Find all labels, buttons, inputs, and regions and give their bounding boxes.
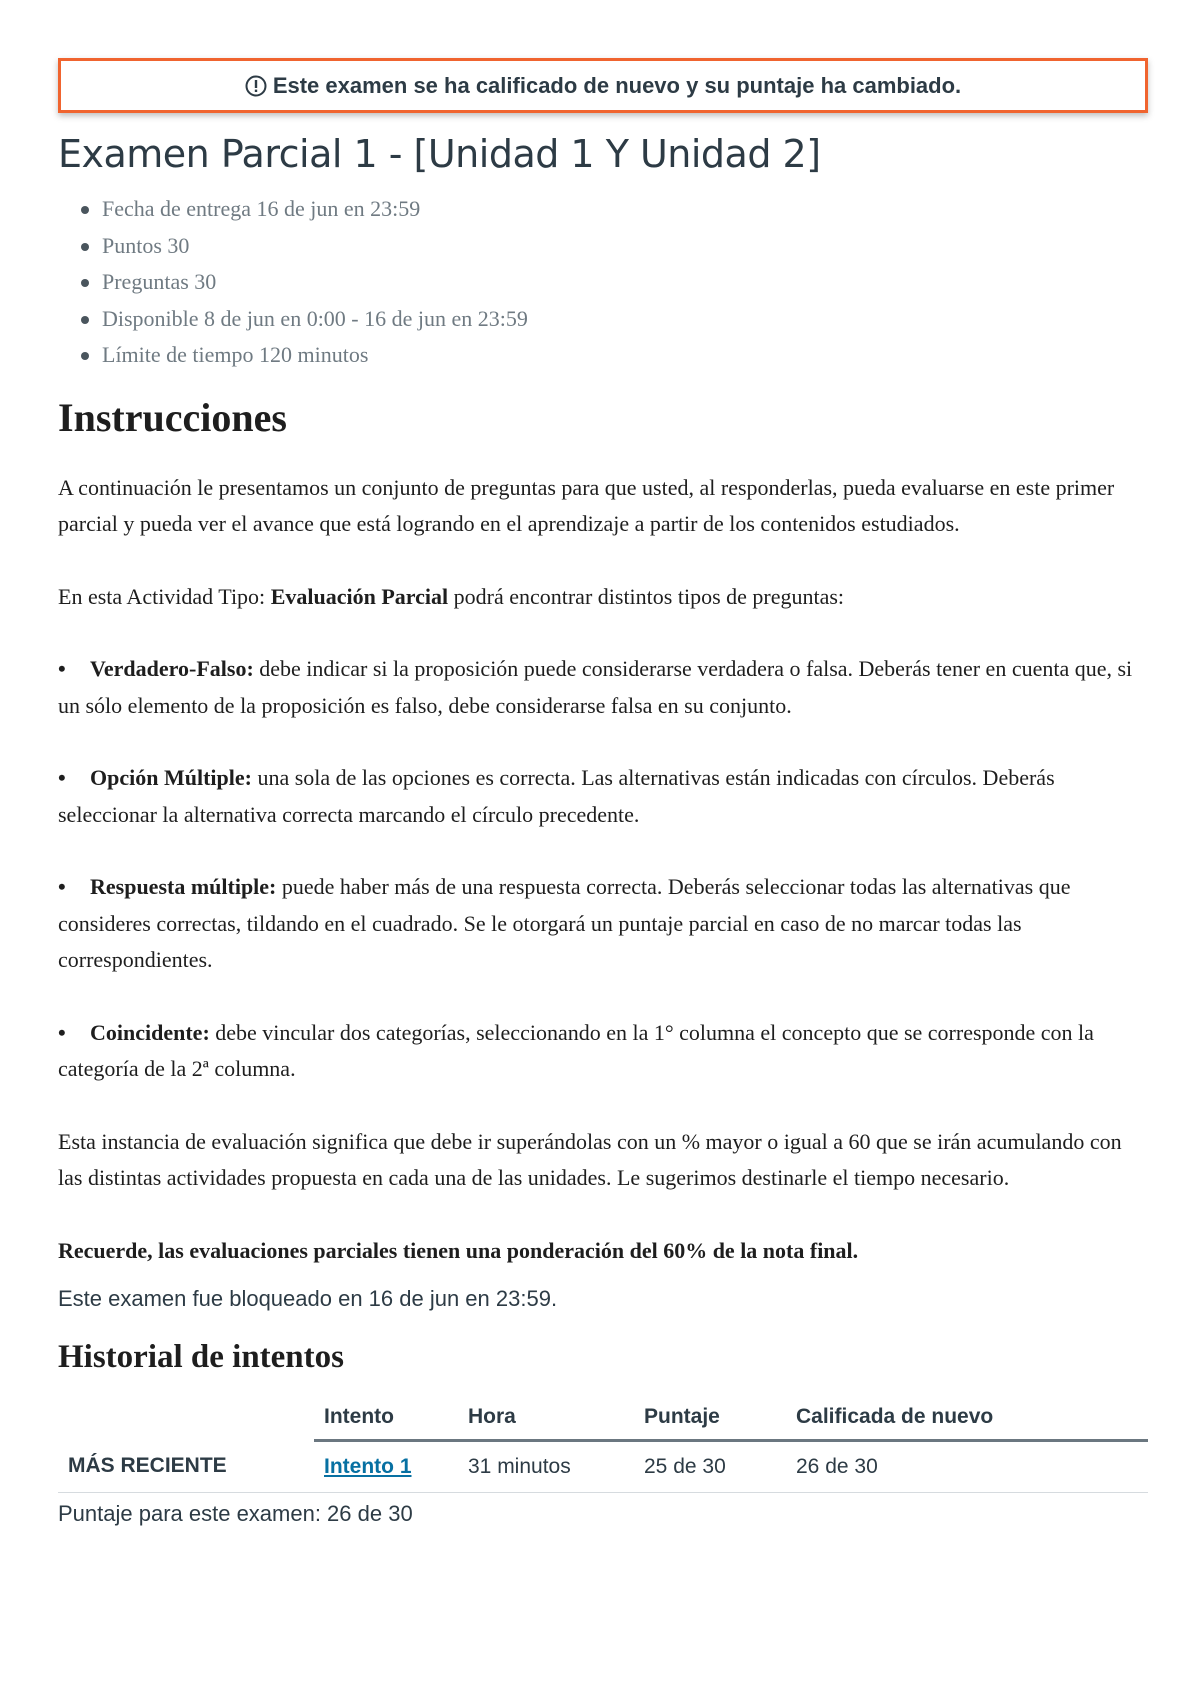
- question-type-multiple-answer: [58, 869, 1148, 979]
- attempt-cell: [314, 1441, 468, 1493]
- alert-text: Este examen se ha calificado de nuevo y su puntaje ha cambiado.: [272, 72, 962, 98]
- question-type-text: debe vincular dos categorías, seleccionando en la 1° columna el concepto que se corresponde con la categoría de la 2ª columna.: [58, 1019, 1094, 1081]
- reminder-text: Recuerde, las evaluaciones parciales tienen una ponderación del 60% de la nota final.: [58, 1237, 859, 1263]
- attempt-history-heading: Historial de intentos: [58, 1339, 344, 1375]
- question-type-label: Respuesta múltiple:: [90, 874, 277, 899]
- quiz-page: [58, 58, 1148, 1529]
- instructions-intro: A continuación le presentamos un conjunto de preguntas para que usted, al responderlas, pueda evaluarse en este primer parcial y pueda ver el avance que está logrando en el aprendizaje a partir de los contenidos estudiados.: [58, 474, 1115, 536]
- points: Puntos 30: [102, 228, 1148, 265]
- question-type-text: puede haber más de una respuesta correcta. Deberás seleccionar todas las alternativas que consideres correctas, tildando en el cuadrado. Se le otorgará un puntaje parcial en caso de no marcar todas las correspondientes.: [58, 874, 1071, 972]
- time-cell: 31 minutos: [468, 1441, 644, 1493]
- question-type-text: una sola de las opciones es correcta. Las alternativas están indicadas con círculos. Deberás seleccionar la alternativa correcta marcando el círculo precedente.: [58, 765, 1055, 827]
- regrade-alert: [58, 58, 1148, 113]
- attempt-link[interactable]: Intento 1: [324, 1455, 412, 1478]
- page-title: Examen Parcial 1 - [Unidad 1 Y Unidad 2]: [58, 132, 821, 176]
- question-type-label: Verdadero-Falso:: [90, 656, 254, 681]
- bullet: •: [58, 1019, 66, 1045]
- question-type-true-false: [58, 651, 1148, 724]
- availability: Disponible 8 de jun en 0:00 - 16 de jun en 23:59: [102, 301, 1148, 338]
- exclamation-circle-icon: [245, 75, 267, 97]
- questions-count: Preguntas 30: [102, 264, 1148, 301]
- score-cell: 25 de 30: [644, 1441, 796, 1493]
- question-type-label: Coincidente:: [90, 1019, 210, 1045]
- question-type-label: Opción Múltiple:: [90, 765, 252, 790]
- column-header-time: Hora: [468, 1395, 644, 1441]
- bullet: •: [58, 656, 66, 681]
- activity-suffix: podrá encontrar distintos tipos de preguntas:: [448, 583, 845, 609]
- table-header-row: [58, 1395, 1148, 1441]
- regraded-cell: 26 de 30: [796, 1441, 1148, 1493]
- question-type-matching: [58, 1015, 1148, 1088]
- activity-prefix: En esta Actividad Tipo:: [58, 583, 271, 609]
- most-recent-label: MÁS RECIENTE: [58, 1441, 314, 1493]
- column-header-score: Puntaje: [644, 1395, 796, 1441]
- activity-type-line: [58, 579, 1148, 616]
- table-header-blank: [58, 1395, 314, 1441]
- question-type-text: debe indicar si la proposición puede considerarse verdadera o falsa. Deberás tener en cuenta que, si un sólo elemento de la proposición es falso, debe considerarse falsa en su conjunto.: [58, 656, 1133, 718]
- column-header-regraded: Calificada de nuevo: [796, 1395, 1148, 1441]
- column-header-attempt: Intento: [314, 1395, 468, 1441]
- quiz-details-list: [58, 191, 1148, 374]
- final-score: Puntaje para este examen: 26 de 30: [58, 1501, 413, 1526]
- table-row: [58, 1441, 1148, 1493]
- instructions-heading: Instrucciones: [58, 394, 287, 440]
- question-type-multiple-choice: [58, 760, 1148, 833]
- activity-type: Evaluación Parcial: [270, 583, 449, 609]
- attempt-history-table: [58, 1395, 1148, 1493]
- time-limit: Límite de tiempo 120 minutos: [102, 337, 1148, 374]
- bullet: •: [58, 765, 66, 790]
- bullet: •: [58, 874, 66, 899]
- instructions-closing: Esta instancia de evaluación significa que debe ir superándolas con un % mayor o igual a 60 que se irán acumulando con las distintas actividades propuesta en cada una de las unidades. Le sugerimos destinarle el tiempo necesario.: [58, 1128, 1122, 1190]
- instructions-reminder: [58, 1233, 1148, 1270]
- due-date: Fecha de entrega 16 de jun en 23:59: [102, 191, 1148, 228]
- locked-notice: Este examen fue bloqueado en 16 de jun en 23:59.: [58, 1286, 558, 1311]
